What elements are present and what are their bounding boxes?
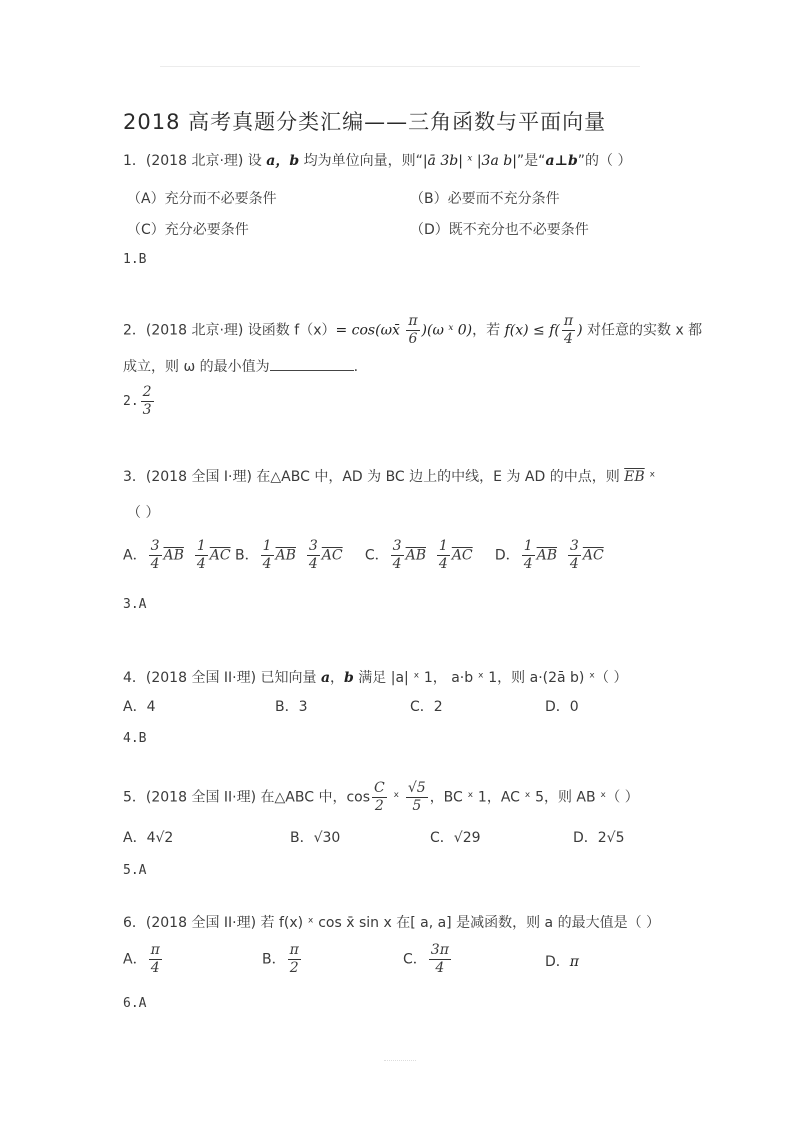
q2-stem-mid: ，若 — [472, 322, 505, 339]
q3-d-den2: 4 — [569, 556, 579, 572]
q2-stem-ineq2: ) — [577, 322, 583, 339]
q6-option-b-frac — [288, 942, 301, 977]
q4-stem-a: a — [320, 670, 331, 686]
q2-answer-den: 3 — [142, 402, 152, 418]
q3-d-num1: 1 — [523, 538, 533, 554]
question-2-line-2 — [123, 356, 358, 376]
q1-stem-perp: a⊥b — [545, 153, 578, 169]
q6-option-d-label: D． — [545, 954, 570, 970]
q4-answer: 4.B — [123, 731, 147, 746]
q3-option-c-frac2 — [437, 538, 450, 573]
q2-stem-pre: 2．(2018 北京·理) 设函数 f（x） — [123, 322, 336, 339]
question-1-stem — [123, 150, 631, 170]
q4-option-b: B．3 — [275, 699, 308, 715]
q2-stem-ineq: f(x) ≤ f( — [504, 322, 560, 339]
q2-answer-num: 2 — [142, 384, 152, 400]
q5-frac-den: 2 — [374, 798, 384, 814]
footer-mark — [384, 1060, 416, 1065]
q6-b-den: 2 — [289, 960, 299, 976]
q3-option-b-frac1 — [261, 538, 274, 573]
q3-a-den1: 4 — [150, 556, 160, 572]
q5-frac2-den: 5 — [412, 798, 422, 814]
q6-option-c-frac — [429, 942, 451, 977]
q3-option-a-frac2 — [195, 538, 208, 573]
q2-fraction-pi-4 — [562, 313, 575, 348]
q4-option-c: C．2 — [410, 699, 443, 715]
q5-frac-num: C — [374, 780, 385, 796]
q6-a-num: π — [150, 942, 160, 958]
q3-option-d-frac2 — [568, 538, 581, 573]
q2-frac-den: 6 — [408, 331, 418, 347]
q1-stem-mid: 均为单位向量，则“ — [299, 153, 423, 169]
question-4-stem — [123, 667, 628, 687]
q6-options-row — [123, 942, 164, 977]
q2-frac2-num: π — [563, 313, 574, 329]
q2-answer-pre: 2. — [123, 394, 139, 409]
q3-options-row — [123, 538, 604, 573]
q3-stem-end: ˣ — [644, 469, 656, 485]
q3-b-vec-ac: $\overline{AC}$ — [321, 547, 343, 564]
q5-option-a: A．4√2 — [123, 830, 174, 846]
question-5-stem — [123, 780, 639, 815]
q3-a-num2: 1 — [196, 538, 206, 554]
q1-stem-post: ”是“ — [516, 153, 546, 169]
q3-c-den1: 4 — [392, 556, 402, 572]
q6-c-den: 4 — [435, 960, 445, 976]
q6-option-a-frac — [149, 942, 162, 977]
q2-frac-num: π — [408, 313, 418, 329]
q1-stem-pre: 1．(2018 北京·理) 设 — [123, 153, 267, 169]
q4-option-d: D．0 — [545, 699, 579, 715]
q3-option-a-frac1 — [149, 538, 162, 573]
page-title: 2018 高考真题分类汇编——三角函数与平面向量 — [123, 110, 607, 134]
q5-option-c: C．√29 — [430, 830, 481, 846]
q3-option-c-label: C． — [364, 547, 389, 564]
q1-stem-end: ”的（ ） — [577, 153, 632, 169]
q1-option-c: （C）充分必要条件 — [127, 222, 249, 238]
q2-answer — [123, 384, 156, 419]
q2-frac2-den: 4 — [564, 331, 573, 347]
q2-stem-f: = cos(ωx̄ — [335, 322, 405, 339]
q3-option-b-label: B． — [235, 547, 259, 564]
q1-answer: 1.B — [123, 252, 147, 267]
q3-d-den1: 4 — [523, 556, 533, 572]
q3-c-num1: 3 — [392, 538, 402, 554]
q3-d-vec-ac: $\overline{AC}$ — [582, 547, 604, 564]
q2-line2-end: . — [353, 359, 359, 375]
q6-a-den: 4 — [150, 960, 160, 976]
q3-b-den2: 4 — [308, 556, 318, 572]
q3-c-den2: 4 — [438, 556, 448, 572]
q5-stem-pre: 5．(2018 全国 II·理) 在△ABC 中，cos — [123, 789, 371, 806]
q3-option-d-label: D． — [494, 547, 520, 564]
question-2-stem — [123, 313, 702, 348]
q4-option-a: A．4 — [123, 699, 156, 715]
q3-a-num1: 3 — [150, 538, 160, 554]
q3-a-den2: 4 — [196, 556, 206, 572]
q4-stem-mid: ， — [330, 670, 345, 686]
q3-option-d-frac1 — [522, 538, 535, 573]
q1-option-b: （B）必要而不充分条件 — [410, 191, 560, 207]
question-3-stem — [123, 466, 655, 486]
q4-stem-pre: 4．(2018 全国 II·理) 已知向量 — [123, 670, 321, 686]
q3-a-vec-ab: $\overline{AB}$ — [163, 547, 184, 564]
q3-a-vec-ac: $\overline{AC}$ — [209, 547, 231, 564]
q6-option-c — [403, 942, 453, 977]
q3-option-a-label: A． — [123, 547, 147, 564]
q1-option-a: （A）充分而不必要条件 — [127, 191, 277, 207]
q3-answer: 3.A — [123, 597, 147, 612]
q5-frac2-num: √5 — [407, 780, 426, 796]
q2-answer-fraction — [141, 384, 154, 419]
q5-fraction-c-2 — [372, 780, 387, 815]
question-6-stem: 6．(2018 全国 II·理) 若 f(x) ˣ cos x̄ sin x 在[ a, a] 是减函数，则 a 的最大值是（ ） — [123, 915, 661, 931]
q4-stem-cond: 满足 |a| ˣ 1， a·b ˣ 1，则 a·(2ā b) ˣ（ ） — [353, 670, 628, 686]
q3-b-den1: 4 — [262, 556, 272, 572]
q6-option-b — [262, 942, 303, 977]
q1-option-d: （D）既不充分也不必要条件 — [410, 222, 589, 238]
q5-option-b: B．√30 — [290, 830, 341, 846]
header-rule — [160, 66, 640, 67]
q1-stem-math: |ā 3b| ˣ |3a b| — [422, 153, 517, 169]
q3-d-num2: 3 — [569, 538, 579, 554]
q5-stem-end: ，BC ˣ 1，AC ˣ 5，则 AB ˣ（ ） — [429, 789, 639, 806]
q3-b-vec-ab: $\overline{AB}$ — [275, 547, 296, 564]
q3-c-vec-ac: $\overline{AC}$ — [451, 547, 473, 564]
q3-c-num2: 1 — [438, 538, 448, 554]
q3-d-vec-ab: $\overline{AB}$ — [536, 547, 558, 564]
q5-option-d: D．2√5 — [573, 830, 625, 846]
q2-line2-pre: 成立，则 ω 的最小值为 — [123, 359, 270, 375]
q4-stem-b: b — [344, 670, 354, 686]
q5-answer: 5.A — [123, 863, 147, 878]
q6-option-d — [545, 951, 579, 971]
q3-option-c-frac1 — [391, 538, 404, 573]
q3-b-num1: 1 — [262, 538, 272, 554]
q6-b-num: π — [289, 942, 299, 958]
q6-option-a-label: A． — [123, 951, 147, 968]
q6-option-d-value: π — [569, 954, 579, 970]
q6-option-b-label: B． — [262, 951, 286, 968]
q5-stem-eq: ˣ — [388, 789, 404, 806]
q3-stem: 3．(2018 全国 I·理) 在△ABC 中，AD 为 BC 边上的中线，E 为 AD 的中点，则 — [123, 469, 625, 485]
q6-option-c-label: C． — [403, 951, 427, 968]
q6-c-num: 3π — [430, 942, 449, 958]
q6-answer: 6.A — [123, 996, 147, 1011]
q5-fraction-root5-5 — [406, 780, 428, 815]
q2-fraction-pi-6 — [406, 313, 419, 348]
answer-blank — [270, 356, 354, 371]
q3-stem-vec: $\overline{EB}$ — [624, 469, 645, 485]
q3-c-vec-ab: $\overline{AB}$ — [405, 547, 426, 564]
q2-stem-f2: )(ω ˣ 0) — [421, 322, 473, 339]
q3-paren: （ ） — [127, 505, 160, 521]
q3-b-num2: 3 — [308, 538, 318, 554]
q1-stem-ab: a，b — [266, 153, 300, 169]
q3-option-b-frac2 — [307, 538, 320, 573]
q2-stem-end: 对任意的实数 x 都 — [582, 322, 703, 339]
